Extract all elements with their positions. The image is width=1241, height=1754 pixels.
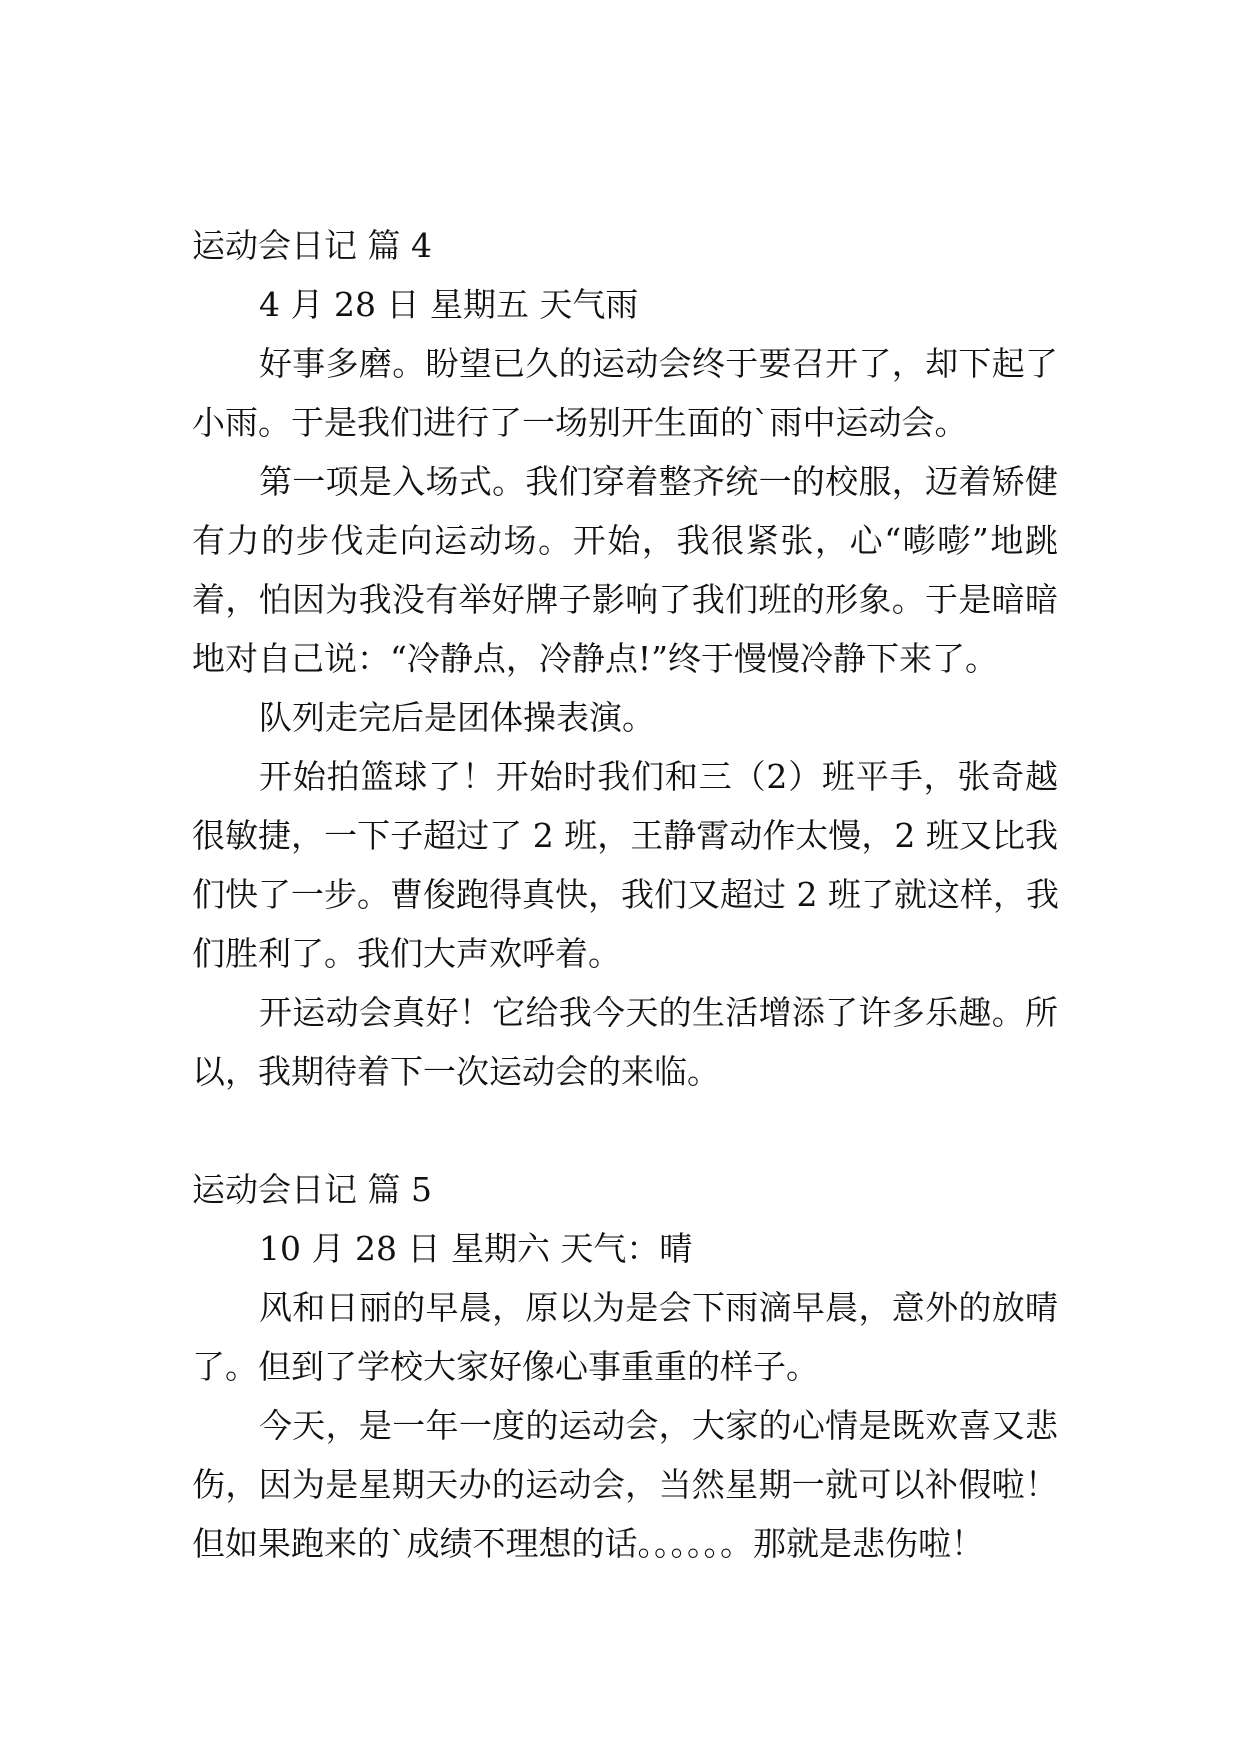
paragraph-line: 地对自己说：“冷静点，冷静点!”终于慢慢冷静下来了。 [192,639,999,678]
document-body [192,216,1058,1573]
paragraph [192,1278,1058,1396]
paragraph-line: 好事多磨。盼望已久的运动会终于要召开了，却下起了 [259,344,1058,383]
entry-title: 运动会日记 篇 5 [192,1170,432,1209]
paragraph-line: 今天，是一年一度的运动会，大家的心情是既欢喜又悲 [259,1406,1058,1445]
paragraph-line: 开始拍篮球了！开始时我们和三（2）班平手，张奇越 [259,757,1058,796]
paragraph [192,334,1058,452]
entry-date-line: 10 月 28 日 星期六 天气：晴 [259,1229,693,1268]
paragraph [192,747,1058,983]
paragraph-line: 们快了一步。曹俊跑得真快，我们又超过 2 班了就这样，我 [192,875,1059,914]
paragraph-line: 队列走完后是团体操表演。 [259,698,655,737]
paragraph-line: 但如果跑来的`成绩不理想的话。。。。。。那就是悲伤啦！ [192,1524,984,1563]
paragraph-line: 着，怕因为我没有举好牌子影响了我们班的形象。于是暗暗 [192,580,1058,619]
paragraph-line: 很敏捷，一下子超过了 2 班，王静霄动作太慢，2 班又比我 [192,816,1058,855]
paragraph [192,452,1058,688]
paragraph [192,983,1058,1101]
paragraph-line: 开运动会真好！它给我今天的生活增添了许多乐趣。所 [259,993,1058,1032]
paragraph-line: 风和日丽的早晨，原以为是会下雨滴早晨，意外的放晴 [259,1288,1058,1327]
paragraph [192,1396,1058,1573]
blank-line [192,1101,1058,1160]
paragraph [192,688,1058,747]
paragraph-line: 第一项是入场式。我们穿着整齐统一的校服，迈着矫健 [259,462,1058,501]
entry-title: 运动会日记 篇 4 [192,226,432,265]
paragraph-line: 了。但到了学校大家好像心事重重的样子。 [192,1347,819,1386]
paragraph-line: 小雨。于是我们进行了一场别开生面的`雨中运动会。 [192,403,968,442]
paragraph-line: 伤，因为是星期天办的运动会，当然星期一就可以补假啦！ [192,1465,1058,1504]
diary-entry [192,216,1058,1101]
paragraph-line: 以，我期待着下一次运动会的来临。 [192,1052,720,1091]
paragraph-line: 有力的步伐走向运动场。开始，我很紧张，心“嘭嘭”地跳 [192,521,1058,560]
paragraph-line: 们胜利了。我们大声欢呼着。 [192,934,621,973]
entry-date-line: 4 月 28 日 星期五 天气雨 [259,285,639,324]
diary-entry [192,1160,1058,1573]
